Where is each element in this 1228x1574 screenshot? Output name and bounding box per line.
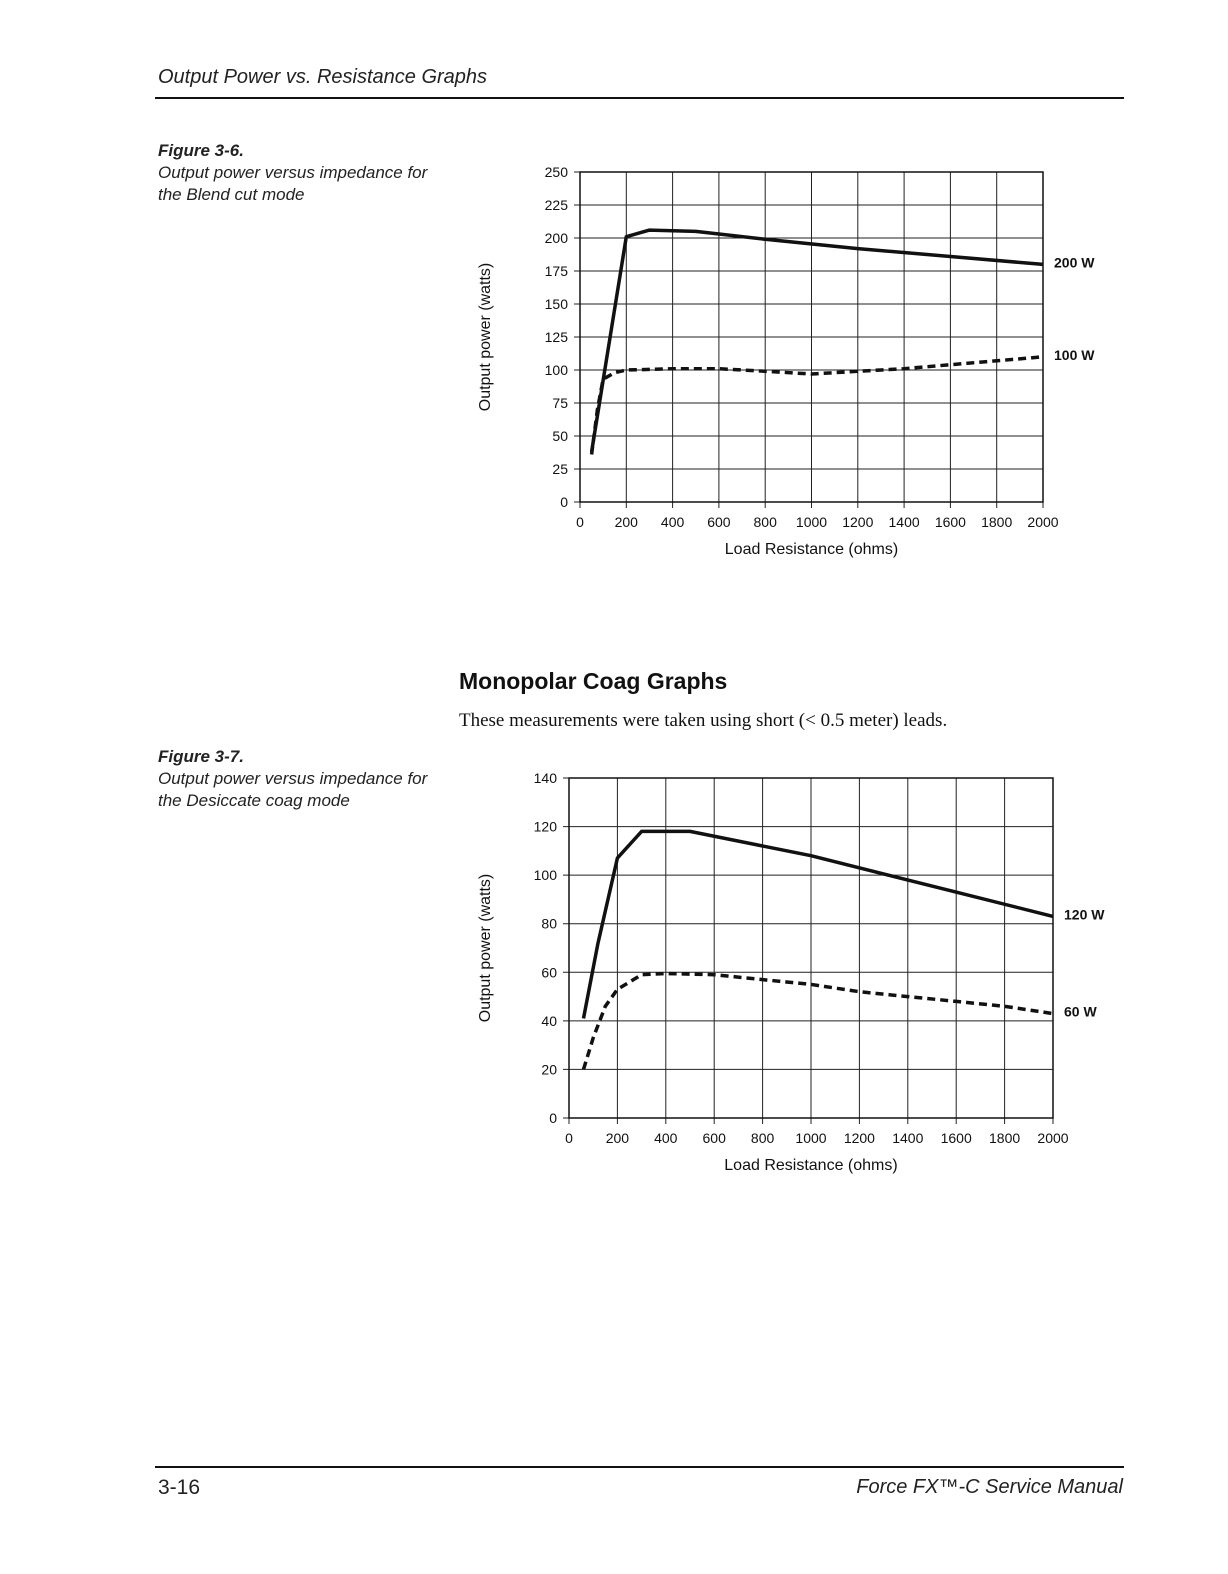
series-label: 100 W xyxy=(1054,346,1095,363)
x-axis-title: Load Resistance (ohms) xyxy=(724,541,899,558)
figure-caption-text: Output power versus impedance for the Blend cut mode xyxy=(158,163,428,204)
y-tick-label: 225 xyxy=(544,197,568,213)
series-label: 120 W xyxy=(1064,906,1105,923)
y-tick-label: 140 xyxy=(533,770,557,786)
y-tick-label: 125 xyxy=(544,329,568,345)
series-label: 200 W xyxy=(1054,254,1095,271)
x-tick-label: 1800 xyxy=(989,1130,1021,1146)
y-tick-label: 60 xyxy=(541,964,557,981)
series-line-120w xyxy=(584,831,1054,1018)
y-tick-label: 200 xyxy=(544,230,568,246)
y-tick-label: 75 xyxy=(552,395,568,411)
x-axis-title: Load Resistance (ohms) xyxy=(724,1157,898,1174)
figure-number: Figure 3-7. xyxy=(158,747,244,766)
figure-number: Figure 3-6. xyxy=(158,141,244,160)
y-tick-label: 150 xyxy=(544,296,568,312)
page-number: 3-16 xyxy=(158,1476,201,1499)
x-tick-label: 800 xyxy=(753,514,777,530)
page-header: Output Power vs. Resistance Graphs xyxy=(158,66,488,88)
y-tick-label: 100 xyxy=(533,867,557,884)
x-tick-label: 0 xyxy=(576,514,584,530)
y-tick-label: 20 xyxy=(541,1061,557,1078)
y-tick-label: 175 xyxy=(544,263,568,279)
y-tick-label: 25 xyxy=(552,461,568,477)
x-tick-label: 200 xyxy=(614,514,638,530)
y-tick-label: 40 xyxy=(541,1012,557,1029)
y-tick-label: 100 xyxy=(544,362,568,378)
x-tick-label: 200 xyxy=(605,1130,630,1146)
y-tick-label: 0 xyxy=(560,494,568,510)
x-tick-label: 1800 xyxy=(981,514,1013,530)
x-tick-label: 1600 xyxy=(934,514,966,530)
series-line-60w xyxy=(584,974,1054,1070)
y-tick-label: 80 xyxy=(541,915,557,932)
section-title: Monopolar Coag Graphs xyxy=(459,668,728,694)
x-tick-label: 2000 xyxy=(1027,514,1059,530)
x-tick-label: 400 xyxy=(654,1130,678,1146)
y-tick-label: 0 xyxy=(549,1110,557,1126)
y-tick-label: 250 xyxy=(544,164,568,180)
x-tick-label: 0 xyxy=(565,1130,573,1146)
y-tick-label: 120 xyxy=(533,818,557,835)
manual-title: Force FX™-C Service Manual xyxy=(856,1476,1123,1498)
section-text: These measurements were taken using short (< 0.5 meter) leads. xyxy=(459,710,948,731)
x-tick-label: 2000 xyxy=(1037,1130,1069,1146)
figure-caption-text: Output power versus impedance for the Desiccate coag mode xyxy=(158,769,428,810)
x-tick-label: 1000 xyxy=(795,1130,827,1146)
x-tick-label: 800 xyxy=(750,1130,775,1146)
y-axis-title: Output power (watts) xyxy=(477,873,494,1023)
x-tick-label: 1200 xyxy=(842,514,874,530)
y-axis-title: Output power (watts) xyxy=(477,262,494,412)
series-label: 60 W xyxy=(1064,1003,1097,1020)
x-tick-label: 600 xyxy=(707,514,731,530)
x-tick-label: 1400 xyxy=(892,1130,924,1146)
y-tick-label: 50 xyxy=(552,428,568,444)
x-tick-label: 400 xyxy=(660,514,685,530)
x-tick-label: 1200 xyxy=(843,1130,875,1146)
footer-rule xyxy=(155,1466,1124,1468)
x-tick-label: 1600 xyxy=(940,1130,972,1146)
x-tick-label: 1000 xyxy=(795,514,828,530)
x-tick-label: 1400 xyxy=(888,514,920,530)
x-tick-label: 600 xyxy=(702,1130,726,1146)
